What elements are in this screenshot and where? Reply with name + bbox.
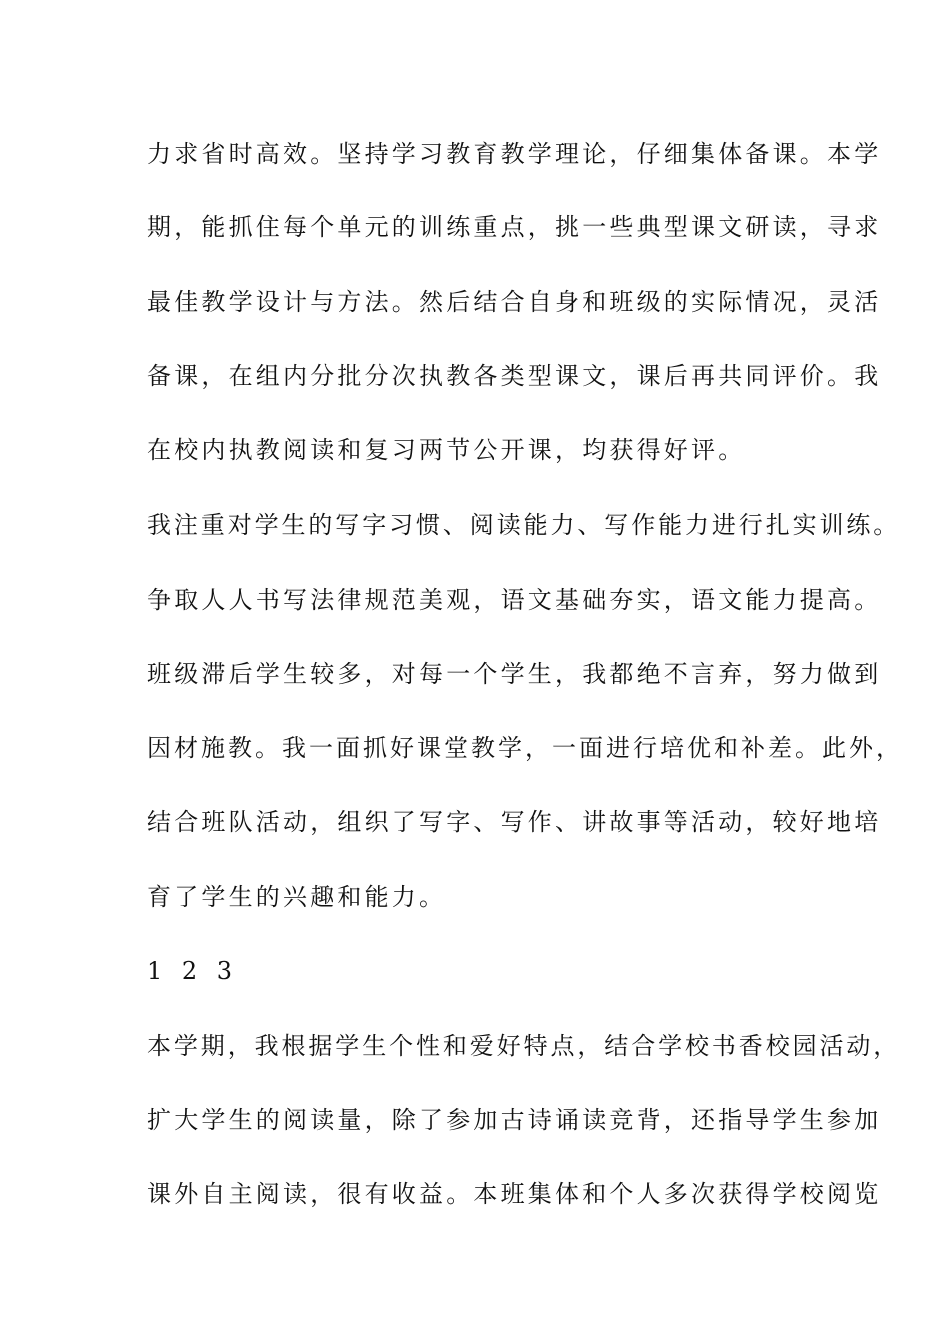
text-line: 我注重对学生的写字习惯、阅读能力、写作能力进行扎实训练。 — [147, 511, 901, 539]
text-line: 争取人人书写法律规范美观，语文基础夯实，语文能力提高。 — [147, 586, 882, 614]
section-number-line: 1 2 3 — [147, 957, 239, 985]
text-line: 备课，在组内分批分次执教各类型课文，课后再共同评价。我 — [147, 362, 882, 390]
text-line: 本学期，我根据学生个性和爱好特点，结合学校书香校园活动， — [147, 1032, 901, 1060]
text-line: 扩大学生的阅读量，除了参加古诗诵读竞背，还指导学生参加 — [147, 1106, 882, 1134]
text-line: 结合班队活动，组织了写字、写作、讲故事等活动，较好地培 — [147, 808, 882, 836]
text-line: 最佳教学设计与方法。然后结合自身和班级的实际情况，灵活 — [147, 288, 882, 316]
text-line: 在校内执教阅读和复习两节公开课，均获得好评。 — [147, 436, 746, 464]
text-line: 课外自主阅读，很有收益。本班集体和个人多次获得学校阅览 — [147, 1180, 882, 1208]
text-line: 期，能抓住每个单元的训练重点，挑一些典型课文研读，寻求 — [147, 213, 882, 241]
text-line: 因材施教。我一面抓好课堂教学，一面进行培优和补差。此外， — [147, 734, 903, 762]
text-line: 力求省时高效。坚持学习教育教学理论，仔细集体备课。本学 — [147, 140, 882, 168]
text-line: 班级滞后学生较多，对每一个学生，我都绝不言弃，努力做到 — [147, 660, 882, 688]
text-line: 育了学生的兴趣和能力。 — [147, 883, 447, 911]
